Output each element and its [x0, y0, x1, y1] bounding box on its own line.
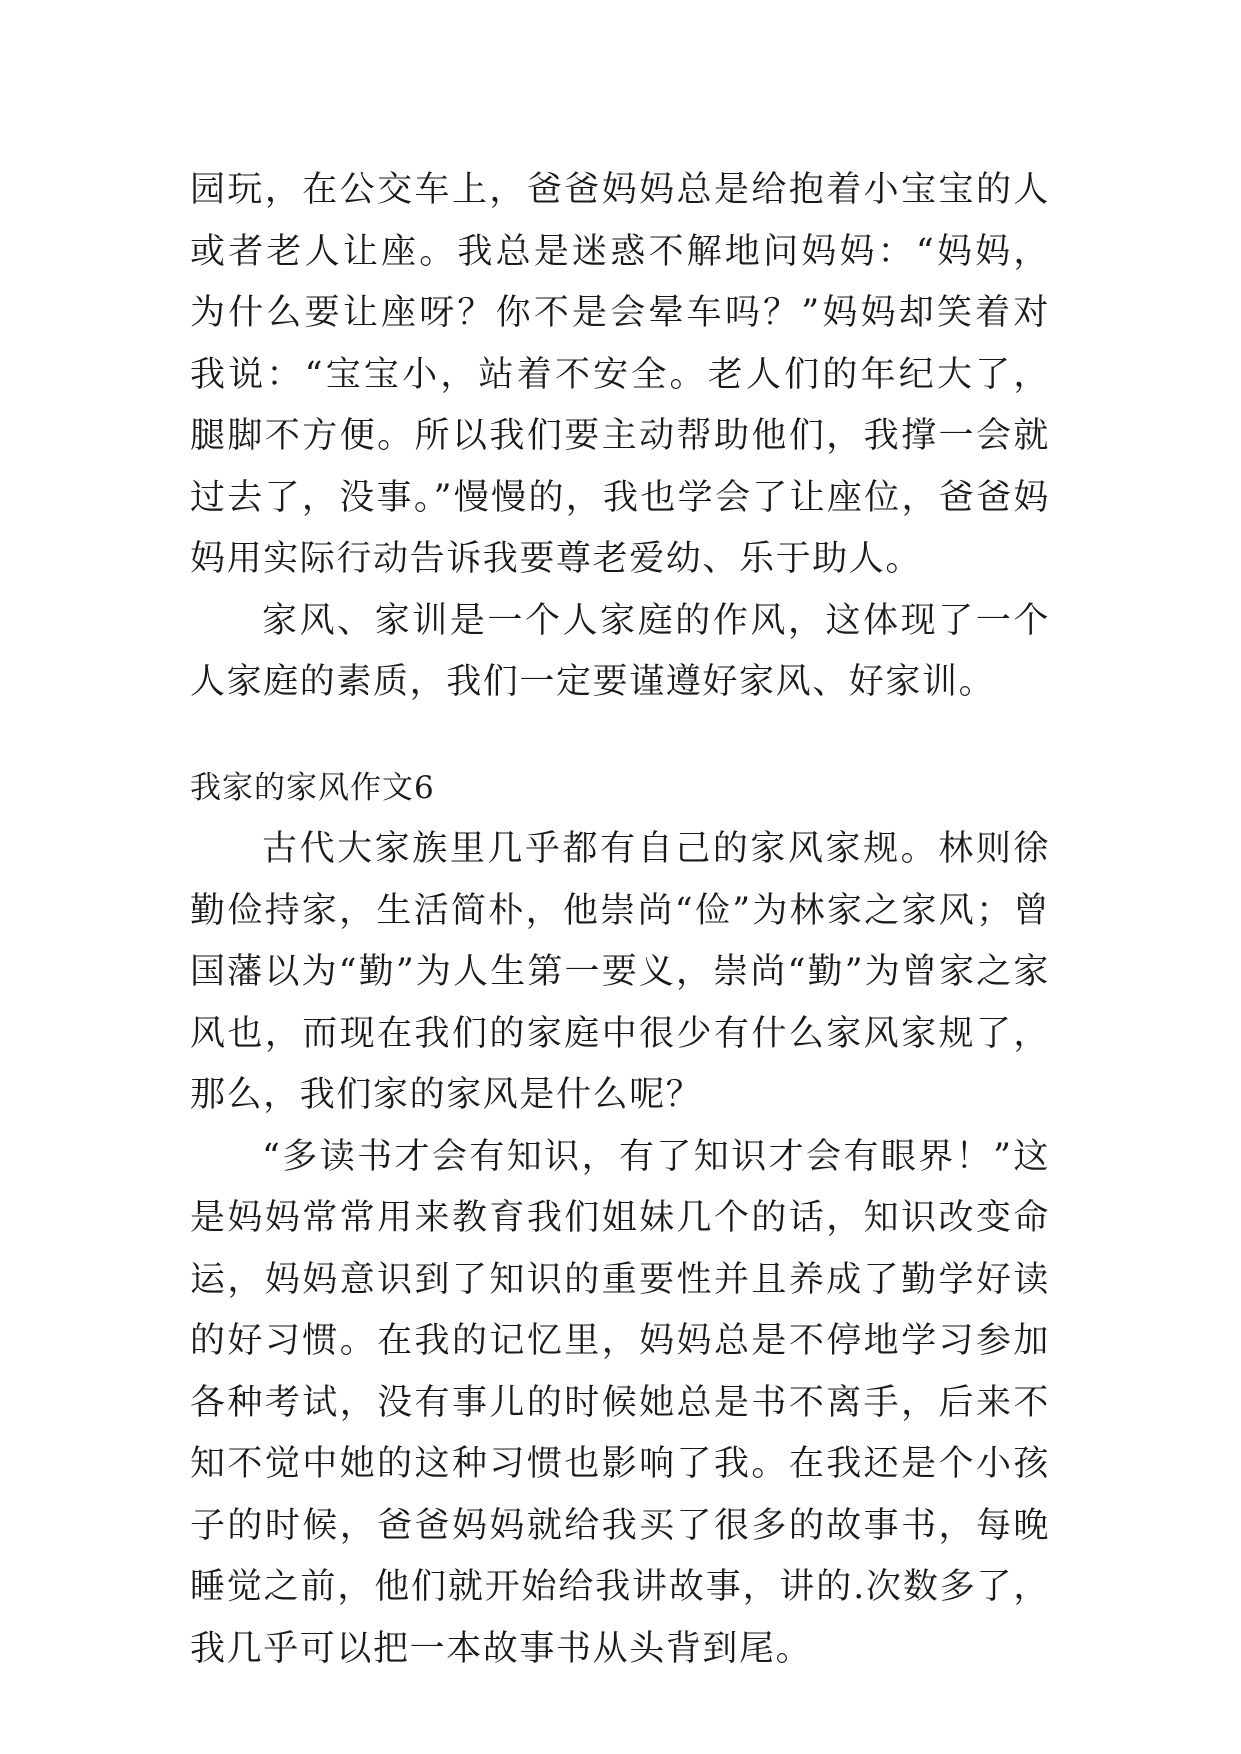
- section-title: 我家的家风作文6: [190, 769, 435, 806]
- document-body: [190, 160, 1050, 1680]
- paragraph-intro: 古代大家族里几乎都有自己的家风家规。林则徐勤俭持家，生活简朴，他崇尚“俭”为林家之家风；曾国藩以为“勤”为人生第一要义，崇尚“勤”为曾家之家风也，而现在我们的家庭中很少有什么家风家规了，那么，我们家的家风是什么呢？: [190, 829, 1050, 1115]
- paragraph-body: “多读书才会有知识，有了知识才会有眼界！”这是妈妈常常用来教育我们姐妹几个的话，知识改变命运，妈妈意识到了知识的重要性并且养成了勤学好读的好习惯。在我的记忆里，妈妈总是不停地学习参加各种考试，没有事儿的时候她总是书不离手，后来不知不觉中她的这种习惯也影响了我。在我还是个小孩子的时候，爸爸妈妈就给我买了很多的故事书，每晚睡觉之前，他们就开始给我讲故事，讲的.次数多了，我几乎可以把一本故事书从头背到尾。: [190, 1136, 1050, 1669]
- paragraph-continued: 园玩，在公交车上，爸爸妈妈总是给抱着小宝宝的人或者老人让座。我总是迷惑不解地问妈妈：“妈妈，为什么要让座呀？你不是会晕车吗？”妈妈却笑着对我说：“宝宝小，站着不安全。老人们的年纪大了，腿脚不方便。所以我们要主动帮助他们，我撑一会就过去了，没事。”慢慢的，我也学会了让座位，爸爸妈妈用实际行动告诉我要尊老爱幼、乐于助人。: [190, 170, 1050, 579]
- paragraph-conclusion: 家风、家训是一个人家庭的作风，这体现了一个人家庭的素质，我们一定要谨遵好家风、好家训。: [190, 600, 1050, 702]
